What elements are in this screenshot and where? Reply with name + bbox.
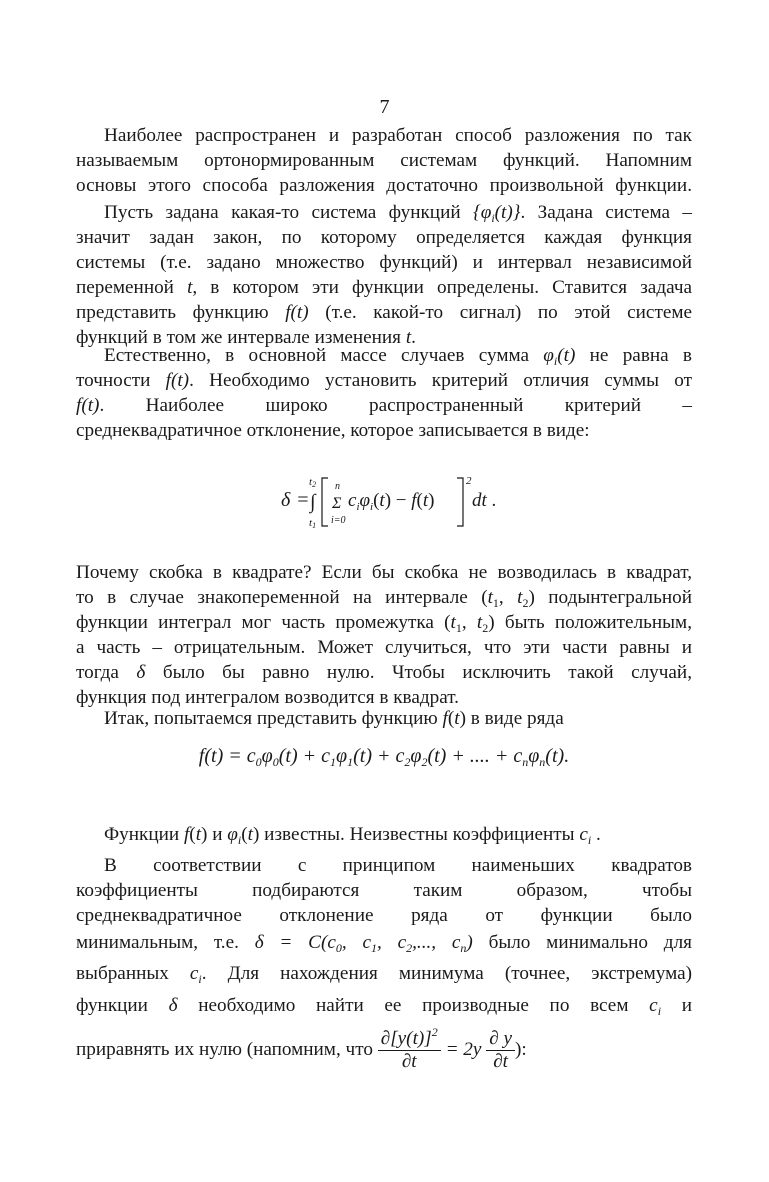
text-line: среднеквадратичное отклонение ряда от функции было [76,905,692,926]
text-line: представить функцию f(t) (т.е. какой-то сигнал) по этой системе [76,302,693,323]
text-line: Почему скобка в квадрате? Если бы скобка не возводилась в квадрат, [76,562,692,583]
text-line: Итак, попытаемся представить функцию f(t) в виде ряда [104,708,564,729]
text-line: функции δ необходимо найти ее производные по всем $c_i$ и [76,995,692,1018]
text-line: функций в том же интервале изменения t. [76,327,416,348]
text-line: основы этого способа разложения достаточно произвольной функции. [76,175,692,196]
page-number: 7 [379,96,390,118]
equation-series [76,745,692,768]
text-line: Наиболее распространен и разработан способ разложения по так [104,125,692,146]
text-line: то в случае знакопеременной на интервале ($t_1$, $t_2$) подынтегральной [76,587,692,610]
text-line: значит задан закон, по которому определяется каждая функция [76,227,692,248]
svg-text:∫: ∫ [310,491,316,513]
svg-text:ciφi(t) − f(t): $c_i\varphi_i(t) - f(t)$ [348,490,435,513]
derivative-fraction-right: $\frac{\partial y}{\partial t}$ [486,1028,515,1073]
svg-text:t1: t1 [309,517,317,530]
svg-text:i=0: i=0 [331,515,346,526]
deviation-formula-graphic [76,472,692,532]
svg-text:n: n [335,481,340,492]
phi-formula: $\varphi_i(t)$ [543,345,576,368]
svg-text:dt .: dt . [472,490,497,511]
derivative-fraction-left: $\frac{\partial[y(t)]^2}{\partial t}$ [378,1028,441,1073]
criterion-formula: $\delta = C(c_0$, $c_1$, $c_2$,..., $c_n$) [254,932,473,955]
text-line: системы (т.е. задано множество функций) и интервал независимой [76,252,692,273]
paragraph-7 [76,853,692,1073]
text-line: переменной t, в котором эти функции определены. Ставится задача [76,277,692,298]
text-line: Пусть задана какая-то система функций $\{\varphi_i(t)\}$. Задана система – [104,202,693,225]
text-line: приравнять их нулю (напомним, что $\frac{\partial[y(t)]^2}{\partial t}$ = 2y $\frac{\partial y}{\partial t}$ ): [76,1025,527,1072]
text-line: функция под интегралом возводится в квадрат. [76,687,459,708]
paragraph-3 [76,343,692,443]
text-line: коэффициенты подбираются таким образом, чтобы [76,880,692,901]
svg-text:=: = [296,489,310,511]
function-system-formula: $\{\varphi_i(t)\}$ [473,202,521,225]
series-formula: $f(t) = c_0\varphi_0(t) + c_1\varphi_1(t) + c_2\varphi_2(t)$ + .... + $c_n\varphi_n(t)$. [198,745,570,769]
paragraph-5 [76,706,692,731]
text-line: В соответствии с принципом наименьших квадратов [104,855,692,876]
text-line: среднеквадратичное отклонение, которое записывается в виде: [76,420,590,441]
text-line: тогда δ было бы равно нулю. Чтобы исключить такой случай, [76,662,692,683]
text-line: точности f(t). Необходимо установить критерий отличия суммы от [76,370,693,391]
svg-text:2: 2 [466,475,472,487]
text-line: функции интеграл мог часть промежутка ($t_1$, $t_2$) быть положительным, [76,612,692,635]
text-line: Естественно, в основной массе случаев сумма $\varphi_i(t)$ не равна в [104,345,692,368]
text-line: Функции f(t) и $\varphi_i(t)$ известны. Неизвестны коэффициенты $c_i$ . [104,824,601,847]
text-line: а часть – отрицательным. Может случиться, что эти части равны и [76,637,692,658]
text-line: минимальным, т.е. $\delta = C(c_0$, $c_1$, $c_2$,..., $c_n$) было минимально для [76,932,692,955]
paragraph-4 [76,560,692,710]
paragraph-6 [76,822,692,847]
equation-deviation [76,472,692,532]
text-line: выбранных $c_i$. Для нахождения минимума (точнее, экстремума) [76,963,692,986]
paragraph-1 [76,123,692,198]
svg-text:t2: t2 [309,476,317,489]
svg-text:δ: δ [281,489,291,511]
svg-text:Σ: Σ [332,495,342,512]
text-line: называемым ортонормированным системам функций. Напомним [76,150,692,171]
paragraph-2 [76,200,692,350]
text-line: f(t). Наиболее широко распространенный критерий – [76,395,692,416]
